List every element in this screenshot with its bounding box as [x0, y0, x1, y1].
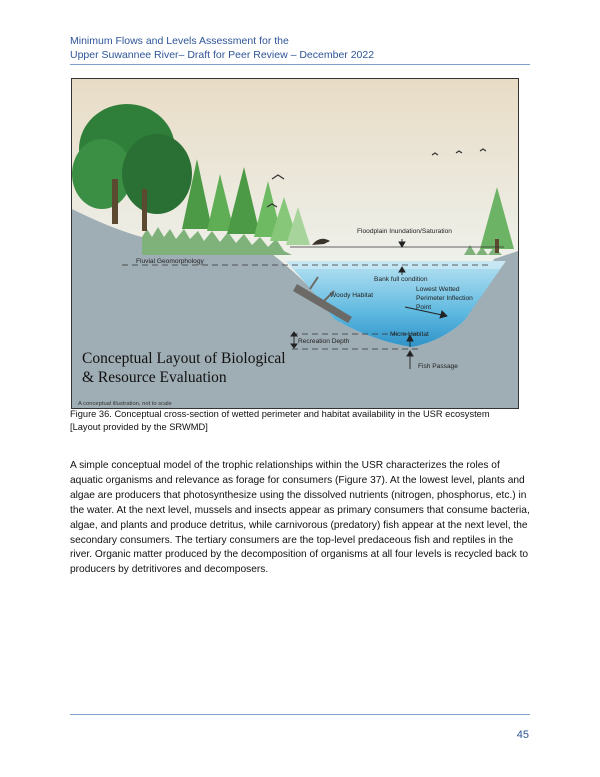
caption-line-1: Figure 36. Conceptual cross-section of wetted perimeter and habitat availability in the USR ecosystem [70, 409, 490, 419]
figure-caption [70, 408, 540, 433]
label-lwpip-line1: Lowest Wetted [416, 286, 460, 293]
label-micro-habitat: Micro Habitat [390, 331, 429, 338]
figure-title-line1: Conceptual Layout of Biological [82, 350, 286, 367]
figure-cross-section [71, 78, 519, 409]
label-bank-full: Bank full condition [374, 276, 428, 283]
header-divider [70, 64, 530, 65]
cross-section-illustration [72, 79, 518, 408]
body-paragraph: A simple conceptual model of the trophic relationships within the USR characterizes the roles of aquatic organisms and relevance as forage for consumers (Figure 37). At the lowest level, plants and algae are producers that photosynthesize using the dissolved nutrients (nitrogen, phosphorus, etc.) in the water. At the next level, mussels and insects appear as primary consumers that consume bacteria, algae, and plants and produce detritus, while carnivorous (predatory) fish appear at the next level, the secondary consumers. The tertiary consumers are the top-level predaceous fish and reptiles in the river. Organic matter produced by the decomposition of organisms at all four levels is recycled back to producers by detritivores and decomposers. [70, 460, 530, 576]
caption-line-2: [Layout provided by the SRWMD] [70, 421, 208, 432]
header-line-1: Minimum Flows and Levels Assessment for the [70, 35, 289, 47]
label-fish-passage: Fish Passage [418, 363, 458, 370]
figure-scale-note: A conceptual illustration, not to scale [78, 401, 172, 407]
label-woody-habitat: Woody Habitat [330, 292, 374, 299]
label-recreation-depth: Recreation Depth [298, 338, 350, 345]
label-lwpip-line2: Perimeter Inflection [416, 295, 473, 302]
footer-divider [70, 714, 530, 715]
running-header [70, 34, 530, 62]
header-line-2: Upper Suwannee River– Draft for Peer Review – December 2022 [70, 49, 375, 61]
figure-title-line2: & Resource Evaluation [82, 369, 227, 386]
label-fluvial-geomorphology: Fluvial Geomorphology [136, 258, 204, 265]
label-lwpip-line3: Point [416, 304, 432, 311]
page-number: 45 [516, 729, 529, 741]
label-floodplain: Floodplain Inundation/Saturation [357, 228, 452, 235]
